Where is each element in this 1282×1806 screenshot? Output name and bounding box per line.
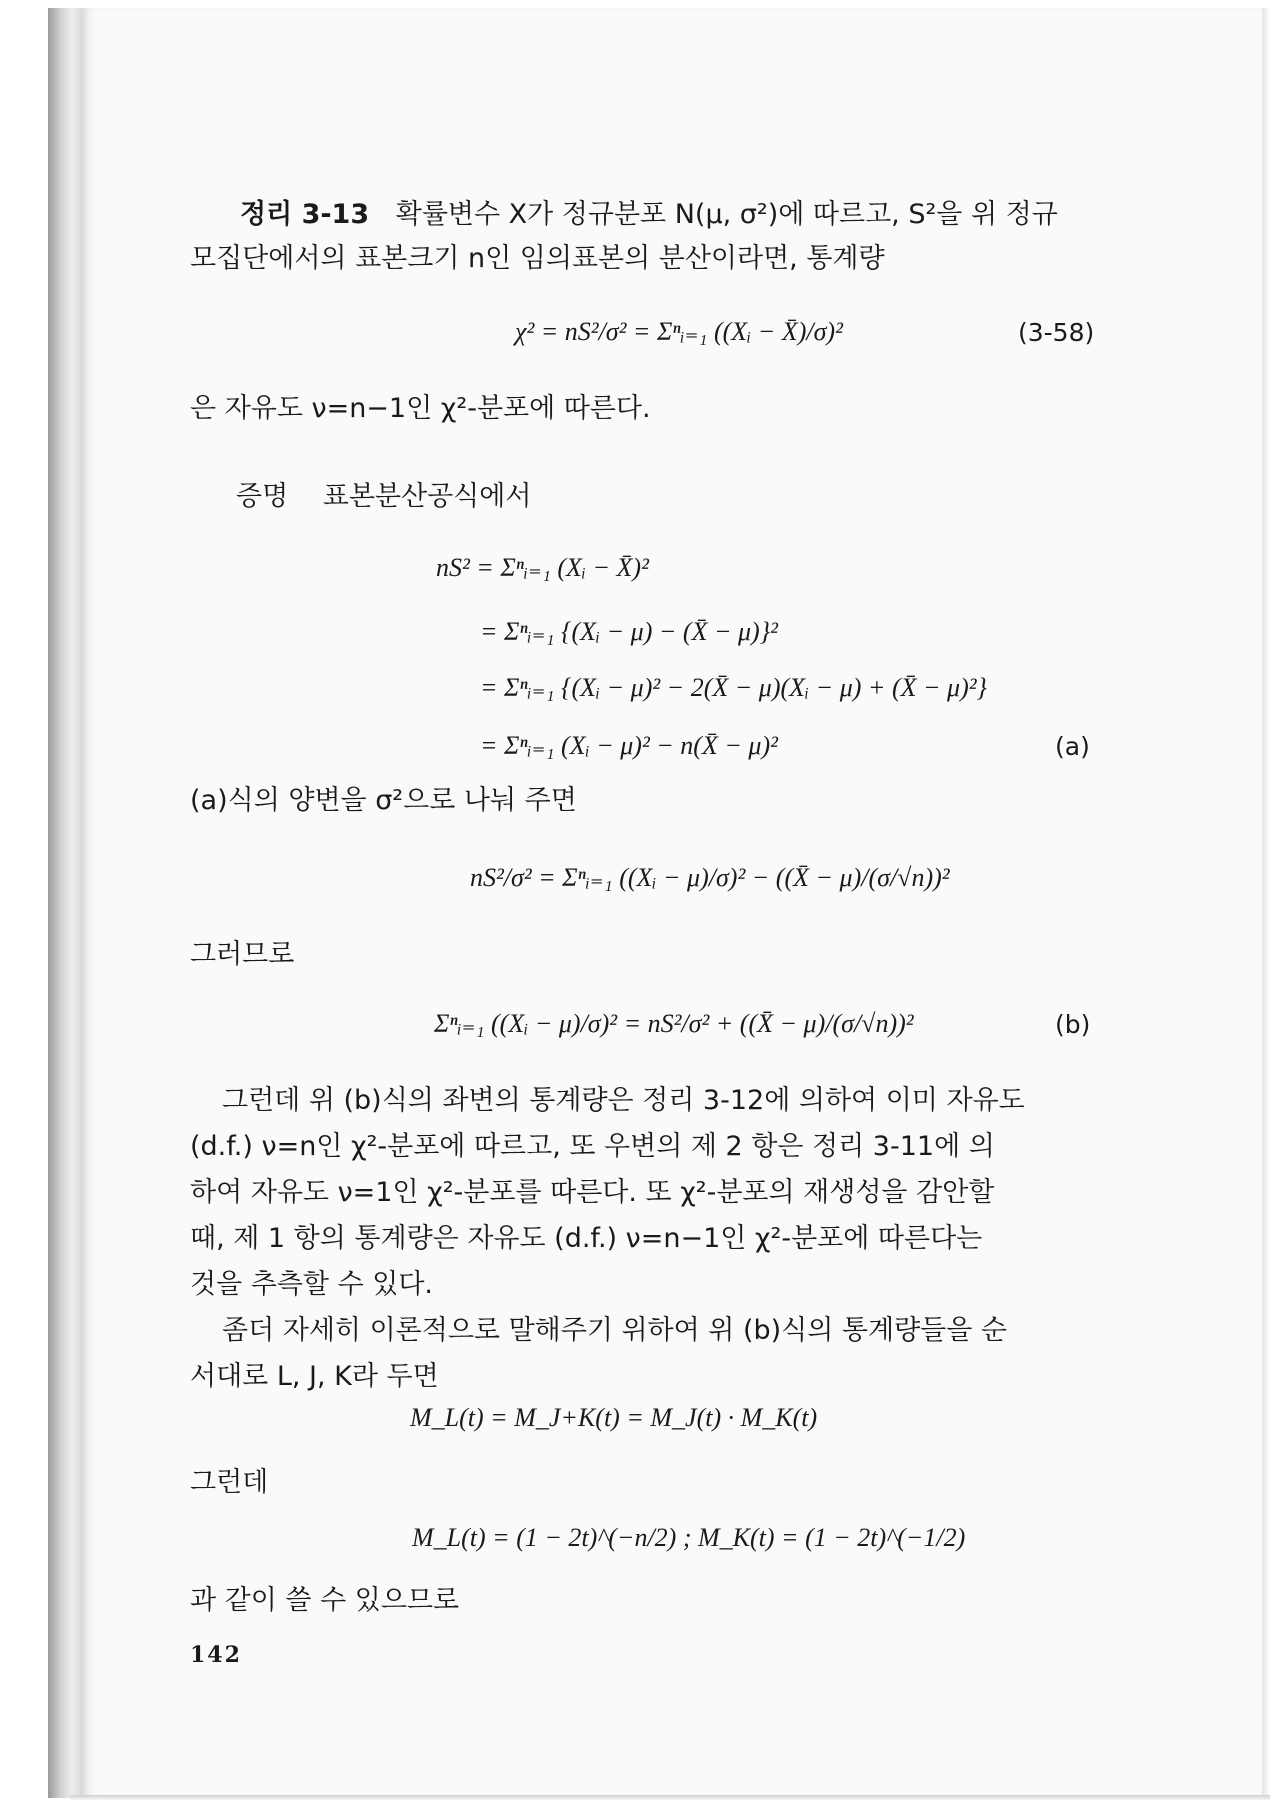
mgf-equation-2: M_L(t) = (1 − 2t)^(−n/2) ; M_K(t) = (1 − 2t)^(−1/2) (412, 1523, 966, 1552)
equation-number-b: (b) (1055, 1010, 1091, 1039)
closing-text: 과 같이 쓸 수 있으므로 (190, 1585, 460, 1616)
paragraph-2-line-1: 좀더 자세히 이론적으로 말해주기 위하여 위 (b)식의 통계량들을 순 (222, 1315, 1007, 1346)
proof-equation-2: = Σⁿᵢ₌₁ {(Xᵢ − μ) − (X̄ − μ)}² (480, 617, 778, 646)
mgf-equation-1: M_L(t) = M_J+K(t) = M_J(t) · M_K(t) (410, 1403, 818, 1432)
divide-text: (a)식의 양변을 σ²으로 나눠 주면 (190, 785, 577, 816)
proof-equation-1: nS² = Σⁿᵢ₌₁ (Xᵢ − X̄)² (436, 553, 649, 582)
paragraph-1-line-1: 그런데 위 (b)식의 좌변의 통계량은 정리 3-12에 의하여 이미 자유도 (222, 1085, 1025, 1116)
equation-number-a: (a) (1055, 732, 1090, 761)
equation-number-3-58: (3-58) (1018, 318, 1095, 347)
proof-equation-4: = Σⁿᵢ₌₁ (Xᵢ − μ)² − n(X̄ − μ)² (480, 731, 778, 760)
theorem-label: 정리 3-13 (240, 199, 370, 230)
page-edge (1262, 8, 1268, 1798)
paragraph-1-line-5: 것을 추측할 수 있다. (190, 1269, 433, 1300)
page-shadow (70, 1795, 1270, 1801)
theorem-line-1 (240, 198, 1058, 232)
paragraph-1-line-4: 때, 제 1 항의 통계량은 자유도 (d.f.) ν=n−1인 χ²-분포에 따른다는 (190, 1223, 983, 1254)
equation-3-58-text: χ² = nS²/σ² = Σⁿᵢ₌₁ ((Xᵢ − X̄)/σ)² (515, 317, 843, 346)
book-spine (48, 8, 82, 1798)
theorem-line-3: 은 자유도 ν=n−1인 χ²-분포에 따른다. (190, 393, 651, 424)
theorem-line-2: 모집단에서의 표본크기 n인 임의표본의 분산이라면, 통계량 (190, 243, 885, 274)
theorem-text-1: 확률변수 X가 정규분포 N(μ, σ²)에 따르고, S²을 위 정규 (395, 199, 1058, 230)
paragraph-2-line-2: 서대로 L, J, K라 두면 (190, 1361, 439, 1392)
proof-equation-3: = Σⁿᵢ₌₁ {(Xᵢ − μ)² − 2(X̄ − μ)(Xᵢ − μ) + (X̄ − μ)²} (480, 673, 987, 702)
proof-label: 증명 (236, 481, 289, 512)
proof-equation-6: Σⁿᵢ₌₁ ((Xᵢ − μ)/σ)² = nS²/σ² + ((X̄ − μ)/(σ/√n))² (434, 1009, 914, 1038)
paragraph-1-line-3: 하여 자유도 ν=1인 χ²-분포를 따른다. 또 χ²-분포의 재생성을 감안할 (190, 1177, 995, 1208)
therefore-text: 그러므로 (190, 939, 295, 970)
proof-intro: 표본분산공식에서 (322, 481, 532, 512)
page-number: 142 (190, 1642, 242, 1668)
paragraph-1-line-2: (d.f.) ν=n인 χ²-분포에 따르고, 또 우변의 제 2 항은 정리 3-11에 의 (190, 1131, 995, 1162)
proof-intro-line (236, 480, 531, 514)
however-text: 그런데 (190, 1467, 269, 1498)
proof-equation-5: nS²/σ² = Σⁿᵢ₌₁ ((Xᵢ − μ)/σ)² − ((X̄ − μ)/(σ/√n))² (470, 863, 950, 892)
